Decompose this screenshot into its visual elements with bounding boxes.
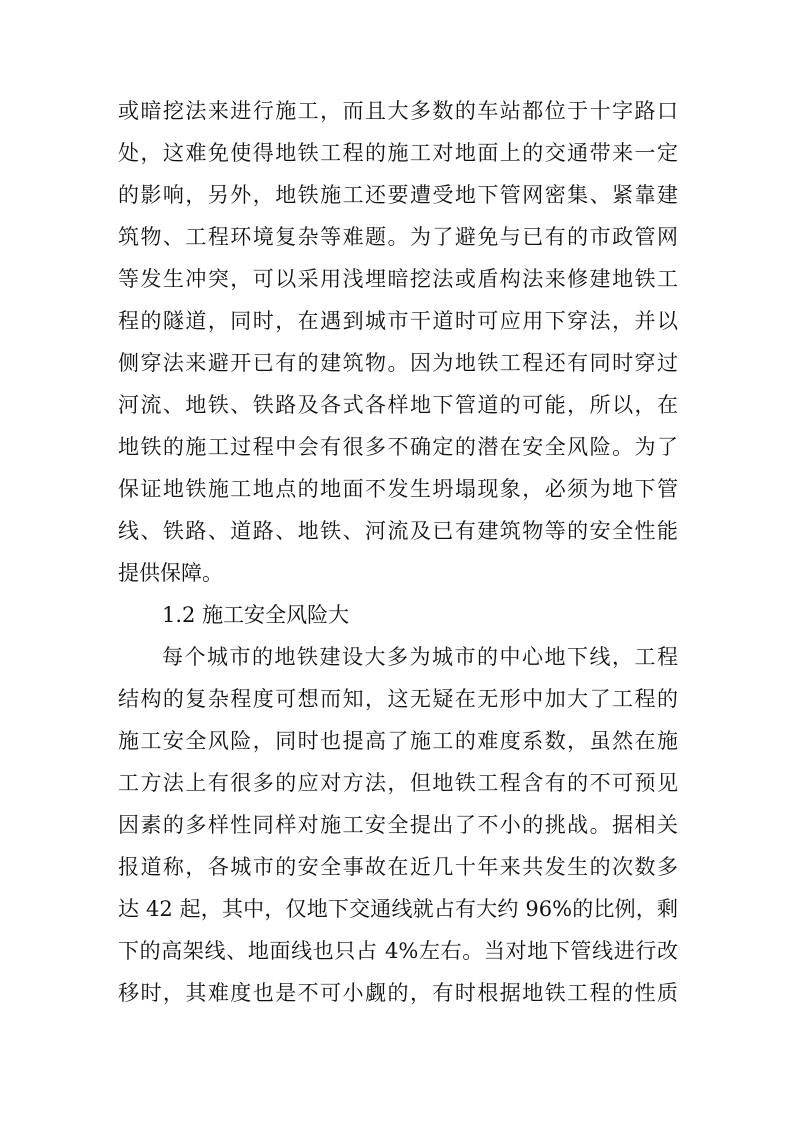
text-line: 等发生冲突，可以采用浅埋暗挖法或盾构法来修建地铁工: [118, 267, 678, 291]
text-line: 施工安全风险，同时也提高了施工的难度系数，虽然在施: [118, 729, 678, 753]
text-line: 地铁的施工过程中会有很多不确定的潜在安全风险。为了: [118, 435, 678, 459]
text-line: 移时，其难度也是不可小觑的，有时根据地铁工程的性质: [118, 981, 678, 1005]
paragraph-1: [118, 90, 678, 594]
text-line: 侧穿法来避开已有的建筑物。因为地铁工程还有同时穿过: [118, 351, 678, 375]
text-line: 程的隧道，同时，在遇到城市干道时可应用下穿法，并以: [118, 309, 678, 333]
text-line: 处，这难免使得地铁工程的施工对地面上的交通带来一定: [118, 141, 678, 165]
section-heading: 1.2 施工安全风险大: [162, 603, 350, 627]
text-line: 报道称，各城市的安全事故在近几十年来共发生的次数多: [118, 855, 678, 879]
text-line: 下的高架线、地面线也只占 4%左右。当对地下管线进行改: [118, 939, 678, 963]
text-line: 提供保障。: [118, 561, 223, 585]
text-line: 工方法上有很多的应对方法，但地铁工程含有的不可预见: [118, 771, 678, 795]
text-line: 每个城市的地铁建设大多为城市的中心地下线，工程: [162, 645, 678, 669]
text-line: 河流、地铁、铁路及各式各样地下管道的可能，所以，在: [118, 393, 678, 417]
text-line: 达 42 起，其中，仅地下交通线就占有大约 96%的比例，剩: [118, 897, 678, 921]
text-line: 保证地铁施工地点的地面不发生坍塌现象，必须为地下管: [118, 477, 678, 501]
text-line: 因素的多样性同样对施工安全提出了不小的挑战。据相关: [118, 813, 678, 837]
text-line: 筑物、工程环境复杂等难题。为了避免与已有的市政管网: [118, 225, 678, 249]
text-line: 线、铁路、道路、地铁、河流及已有建筑物等的安全性能: [118, 519, 678, 543]
text-line: 的影响，另外，地铁施工还要遭受地下管网密集、紧靠建: [118, 183, 678, 207]
text-line: 或暗挖法来进行施工，而且大多数的车站都位于十字路口: [118, 99, 678, 123]
body-text: [118, 90, 678, 1014]
paragraph-2: [118, 636, 678, 1014]
text-line: 结构的复杂程度可想而知，这无疑在无形中加大了工程的: [118, 687, 678, 711]
